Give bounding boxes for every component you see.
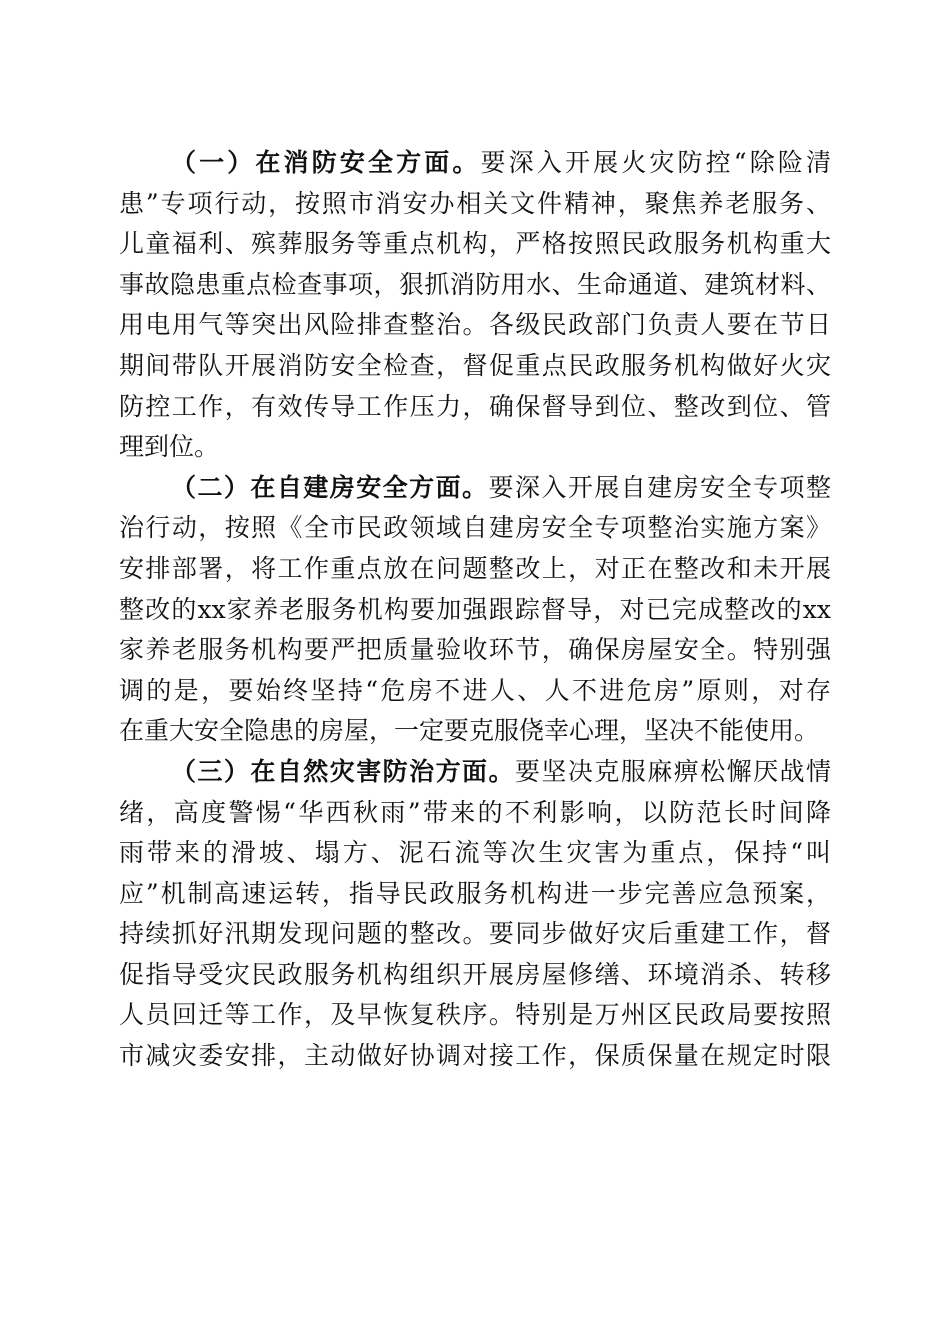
section-1-line-7: 防控工作，有效传导工作压力，确保督导到位、整改到位、管 [119, 391, 831, 421]
section-1-line-1: （一）在消防安全方面。要深入开展火灾防控“除险清 [171, 148, 831, 177]
section-1-line-3: 儿童福利、殡葬服务等重点机构，严格按照民政服务机构重大 [119, 229, 831, 259]
section-2-line-3: 安排部署，将工作重点放在问题整改上，对正在整改和未开展 [119, 553, 831, 583]
section-1-line-6: 期间带队开展消防安全检查，督促重点民政服务机构做好火灾 [119, 350, 831, 380]
section-3-line-7: 人员回迁等工作，及早恢复秩序。特别是万州区民政局要按照 [119, 1000, 831, 1030]
section-1-line-4: 事故隐患重点检查事项，狠抓消防用水、生命通道、建筑材料、 [119, 269, 831, 299]
section-3-line-5: 持续抓好汛期发现问题的整改。要同步做好灾后重建工作，督 [119, 919, 831, 949]
section-2-heading: （二）在自建房安全方面。 [171, 472, 489, 502]
section-3-line-8: 市减灾委安排，主动做好协调对接工作，保质保量在规定时限 [119, 1041, 831, 1071]
section-3-line-1: （三）在自然灾害防治方面。要坚决克服麻痹松懈厌战情 [171, 756, 831, 786]
section-2-line-1: （二）在自建房安全方面。要深入开展自建房安全专项整 [171, 472, 831, 502]
section-2-line-6: 调的是，要始终坚持“危房不进人、人不进危房”原则，对存 [119, 675, 831, 705]
document-body [119, 143, 831, 1077]
section-1-line-8: 理到位。 [119, 432, 220, 462]
section-3-line-4: 应”机制高速运转，指导民政服务机构进一步完善应急预案， [119, 878, 831, 908]
section-2-line-5: 家养老服务机构要严把质量验收环节，确保房屋安全。特别强 [119, 635, 831, 665]
section-1-heading: （一）在消防安全方面。 [171, 148, 481, 177]
section-2-line-7: 在重大安全隐患的房屋，一定要克服侥幸心理，坚决不能使用。 [119, 716, 820, 746]
section-3-heading: （三）在自然灾害防治方面。 [171, 756, 515, 786]
section-1-line-5: 用电用气等突出风险排查整治。各级民政部门负责人要在节日 [119, 310, 831, 340]
section-2-line-4: 整改的xx家养老服务机构要加强跟踪督导，对已完成整改的xx [119, 594, 831, 624]
section-2-line-2: 治行动，按照《全市民政领域自建房安全专项整治实施方案》 [119, 513, 831, 543]
section-3-line-6: 促指导受灾民政服务机构组织开展房屋修缮、环境消杀、转移 [119, 959, 831, 989]
section-3-line-2: 绪，高度警惕“华西秋雨”带来的不利影响，以防范长时间降 [119, 797, 831, 827]
section-3-line-3: 雨带来的滑坡、塌方、泥石流等次生灾害为重点，保持“叫 [119, 838, 831, 868]
section-1-line-2: 患”专项行动，按照市消安办相关文件精神，聚焦养老服务、 [119, 188, 831, 218]
